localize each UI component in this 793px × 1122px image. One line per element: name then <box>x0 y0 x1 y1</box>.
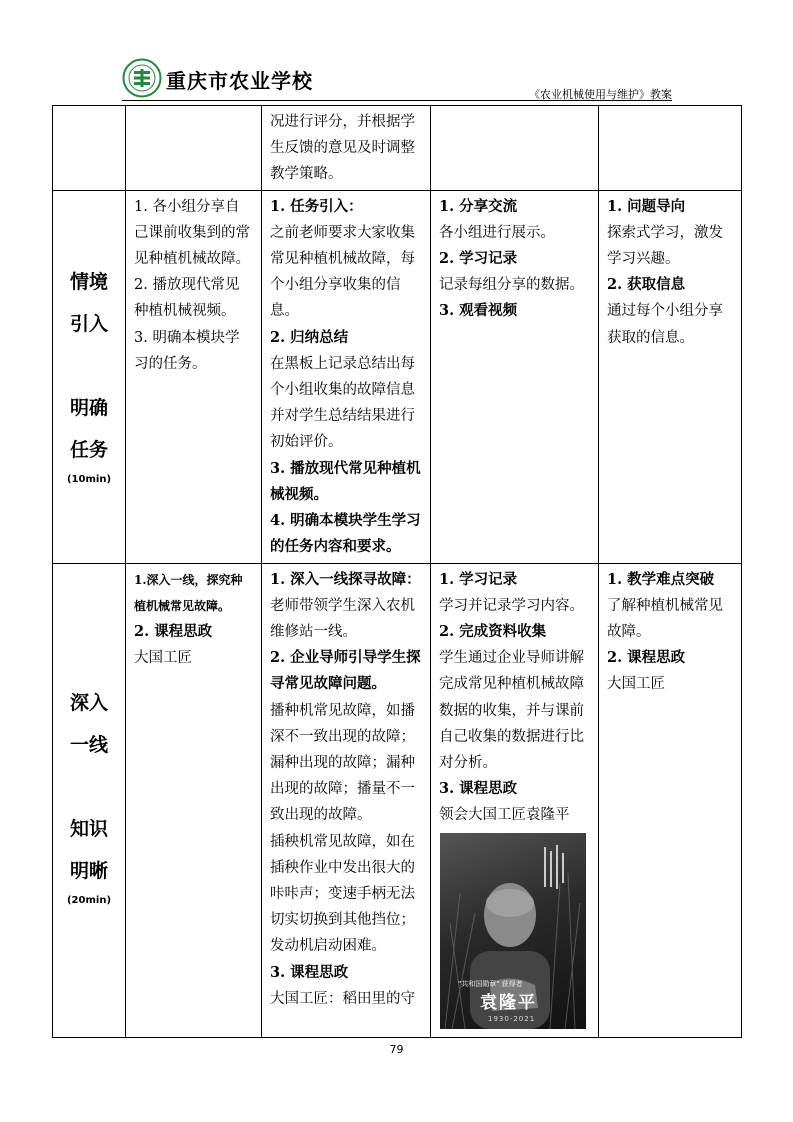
header-divider <box>122 100 672 101</box>
teaching-content-cell <box>126 106 262 191</box>
design-intent-cell <box>599 190 742 563</box>
paragraph: 3. 观看视频 <box>439 302 518 320</box>
paragraph: 2. 课程思政 <box>607 649 686 667</box>
stage-duration: (20min) <box>66 894 112 906</box>
stage-cell <box>53 190 126 563</box>
paragraph: 1. 任务引入： <box>270 197 363 215</box>
paragraph: 4. 明确本模块学生学习的任务内容和要求。 <box>270 512 421 556</box>
design-intent-cell <box>599 563 742 1037</box>
school-logo <box>122 58 162 98</box>
stage-title-line: 知识 <box>69 817 108 840</box>
paragraph: 3. 明确本模块学习的任务。 <box>134 329 240 372</box>
photo-name: 袁隆平 <box>480 992 537 1013</box>
paragraph: 1. 学习记录 <box>439 570 518 588</box>
stage-title-line: 引入 <box>69 312 108 335</box>
table-row <box>53 190 742 563</box>
student-activity-cell <box>431 106 599 191</box>
stage-cell <box>53 563 126 1037</box>
paragraph: 2. 获取信息 <box>607 276 686 294</box>
paragraph: 1. 问题导向 <box>607 197 686 215</box>
course-title: 《农业机械使用与维护》教案 <box>529 88 672 101</box>
student-activity-cell <box>431 190 599 563</box>
teacher-activity-cell <box>262 106 431 191</box>
paragraph: 2. 播放现代常见种植机械视频。 <box>134 277 240 320</box>
yuan-longping-photo <box>440 833 586 1029</box>
paragraph: 老师带领学生深入农机维修站一线。 <box>270 597 415 641</box>
page-number: 79 <box>389 1043 404 1056</box>
school-name: 重庆市农业学校 <box>166 69 313 93</box>
paragraph: 插秧机常见故障，如在插秧作业中发出很大的咔咔声；变速手柄无法切实切换到其他挡位；发动机启动困难。 <box>270 833 415 955</box>
paragraph: 2. 学习记录 <box>439 250 518 268</box>
stage-spacer <box>53 766 125 808</box>
table-row <box>53 106 742 191</box>
paragraph: 2. 企业导师引导学生探寻常见故障问题。 <box>270 649 421 693</box>
paragraph: 2. 课程思政 <box>134 623 213 641</box>
paragraph: 况进行评分，并根据学生反馈的意见及时调整教学策略。 <box>270 114 415 183</box>
paragraph: 学生通过企业导师讲解完成常见种植机械故障数据的收集，并与课前自己收集的数据进行比对分析。 <box>439 650 584 772</box>
teacher-activity-cell <box>262 190 431 563</box>
paragraph: 1. 深入一线探寻故障： <box>270 570 421 588</box>
paragraph: 了解种植机械常见故障。 <box>607 597 723 641</box>
paragraph: 1.深入一线，探究种植机械常见故障。 <box>134 572 243 613</box>
stage-title-line: 情境 <box>69 270 108 293</box>
page-header <box>122 58 672 104</box>
paragraph: 各小组进行展示。 <box>439 224 555 241</box>
paragraph: 2. 归纳总结 <box>270 328 349 346</box>
photo-tag: "共和国勋章" 获得者 <box>458 979 523 988</box>
stage-title-line: 明晰 <box>69 859 108 882</box>
paragraph: 3. 课程思政 <box>270 963 349 981</box>
stage-title-line: 一线 <box>69 733 108 756</box>
stage-duration: (10min) <box>66 473 112 485</box>
paragraph: 探索式学习，激发学习兴趣。 <box>607 224 723 268</box>
paragraph: 领会大国工匠袁隆平 <box>439 807 570 824</box>
table-row <box>53 563 742 1037</box>
paragraph: 大国工匠 <box>134 650 192 667</box>
paragraph: 3. 播放现代常见种植机械视频。 <box>270 459 421 503</box>
teaching-content-cell <box>126 563 262 1037</box>
design-intent-cell <box>599 106 742 191</box>
paragraph: 1. 分享交流 <box>439 197 518 215</box>
paragraph: 大国工匠：稻田里的守 <box>270 990 415 1007</box>
paragraph: 学习并记录学习内容。 <box>439 597 584 614</box>
stage-title-line: 深入 <box>69 691 108 714</box>
paragraph: 记录每组分享的数据。 <box>439 277 584 294</box>
paragraph: 1. 各小组分享自己课前收集到的常见种植机械故障。 <box>134 198 250 268</box>
paragraph: 大国工匠 <box>607 676 665 693</box>
photo-years: 1930-2021 <box>488 1014 536 1023</box>
paragraph: 3. 课程思政 <box>439 780 518 798</box>
lesson-plan-table <box>52 105 742 1038</box>
teaching-content-cell <box>126 190 262 563</box>
paragraph: 在黑板上记录总结出每个小组收集的故障信息并对学生总结结果进行初始评价。 <box>270 355 415 451</box>
student-activity-cell <box>431 563 599 1037</box>
paragraph: 1. 教学难点突破 <box>607 570 715 588</box>
stage-spacer <box>53 345 125 387</box>
teacher-activity-cell <box>262 563 431 1037</box>
paragraph: 2. 完成资料收集 <box>439 623 547 641</box>
paragraph: 播种机常见故障，如播深不一致出现的故障；漏种出现的故障；漏种出现的故障；播量不一致出现的故障。 <box>270 702 415 824</box>
stage-cell <box>53 106 126 191</box>
paragraph: 通过每个小组分享获取的信息。 <box>607 303 723 346</box>
stage-title-line: 明确 <box>69 396 108 419</box>
paragraph: 之前老师要求大家收集常见种植机械故障，每个小组分享收集的信息。 <box>270 224 415 320</box>
stage-title-line: 任务 <box>69 438 108 461</box>
